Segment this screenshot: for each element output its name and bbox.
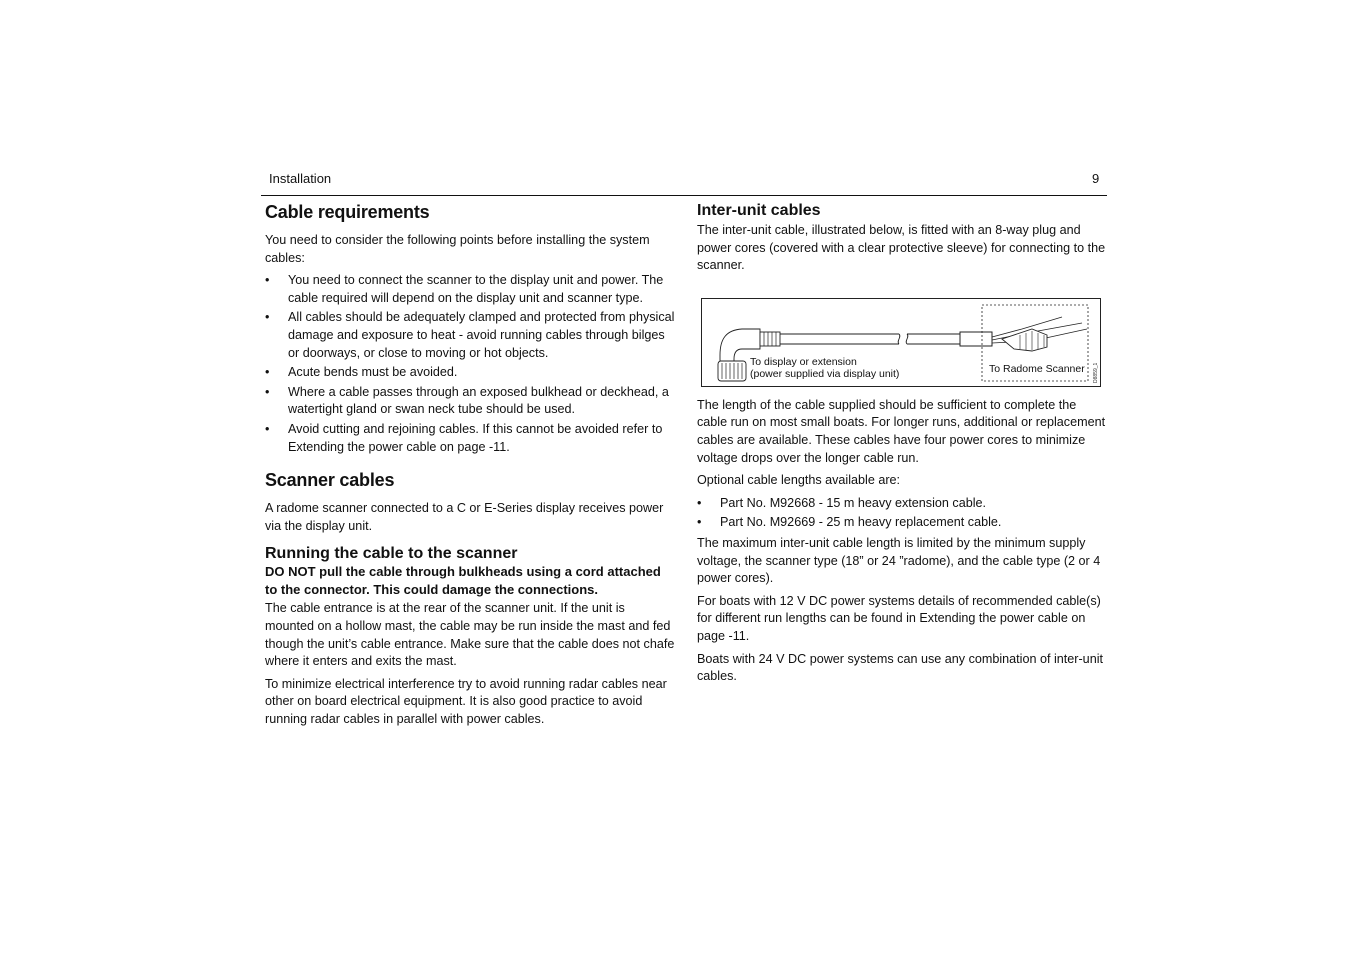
right-column	[697, 202, 1107, 686]
list-item: • You need to connect the scanner to the display unit and power. The cable required will depend on the display unit and scanner type.	[265, 273, 664, 305]
list-item: • Part No. M92669 - 25 m heavy replacement cable.	[697, 515, 1002, 530]
label-to-scanner: To Radome Scanner	[989, 362, 1085, 375]
left-column	[265, 202, 675, 728]
label-to-display: To display or extension (power supplied via display unit)	[750, 355, 900, 381]
heading-running-cable: Running the cable to the scanner	[265, 545, 518, 563]
list-item: • Where a cable passes through an exposed bulkhead or deckhead, a watertight gland or swan neck tube should be used.	[265, 384, 669, 417]
cable-illustration	[701, 298, 1101, 387]
list-item: • All cables should be adequately clamped and protected from physical damage and exposure to heat - avoid running cables through bilges or doorways, or close to moving or hot objects.	[265, 310, 675, 360]
running-header-section: Installation	[269, 171, 332, 186]
heading-inter-unit-cables: Inter-unit cables	[697, 202, 821, 219]
page-number: 9	[1092, 171, 1100, 186]
figure-code: D8859_1	[1093, 362, 1099, 383]
warning-text: DO NOT pull the cable through bulkheads using a cord attached to the connector. This could damage the connections.	[265, 564, 661, 598]
list-item: • Part No. M92668 - 15 m heavy extension cable.	[697, 495, 987, 510]
12v-para: For boats with 12 V DC power systems details of recommended cable(s) for different run lengths can be found in Extending the power cable on page -11.	[697, 593, 1101, 643]
header-rule	[261, 195, 1107, 196]
heading-scanner-cables: Scanner cables	[265, 470, 395, 491]
list-item: • Avoid cutting and rejoining cables. If this cannot be avoided refer to Extending the power cable on page -11.	[265, 421, 663, 454]
max-length-para: The maximum inter-unit cable length is limited by the minimum supply voltage, the scanner type (18” or 24 ”radome), and the cable type (2 or 4 power cores).	[697, 535, 1101, 586]
cable-length-para: The length of the cable supplied should be sufficient to complete the cable run on most small boats. For longer runs, additional or replacement cables are available. These cables have four power cores to minimize voltage drops over the longer cable run.	[697, 397, 1106, 465]
inter-unit-intro: The inter-unit cable, illustrated below, is fitted with an 8-way plug and power cores (covered with a clear protective sleeve) for connecting to the scanner.	[697, 223, 1106, 273]
scanner-cables-intro: A radome scanner connected to a C or E-Series display receives power via the display unit.	[265, 501, 664, 533]
running-para-2: To minimize electrical interference try to avoid running radar cables near other on board electrical equipment. It is also good practice to avoid running radar cables in parallel with power cables.	[265, 676, 667, 726]
cable-requirements-intro: You need to consider the following points before installing the system cables:	[265, 233, 650, 265]
24v-para: Boats with 24 V DC power systems can use any combination of inter-unit cables.	[697, 651, 1103, 684]
heading-cable-requirements: Cable requirements	[265, 202, 430, 222]
cable-requirements-list	[265, 272, 675, 456]
list-item: • Acute bends must be avoided.	[265, 365, 458, 380]
parts-list	[697, 495, 1107, 532]
optional-lengths-para: Optional cable lengths available are:	[697, 473, 901, 488]
running-para-1: The cable entrance is at the rear of the scanner unit. If the unit is mounted on a hollow mast, the cable may be run inside the mast and fed though the unit’s cable entrance. Make sure that the cable does not chafe where it enters and exits the mast.	[265, 601, 675, 669]
